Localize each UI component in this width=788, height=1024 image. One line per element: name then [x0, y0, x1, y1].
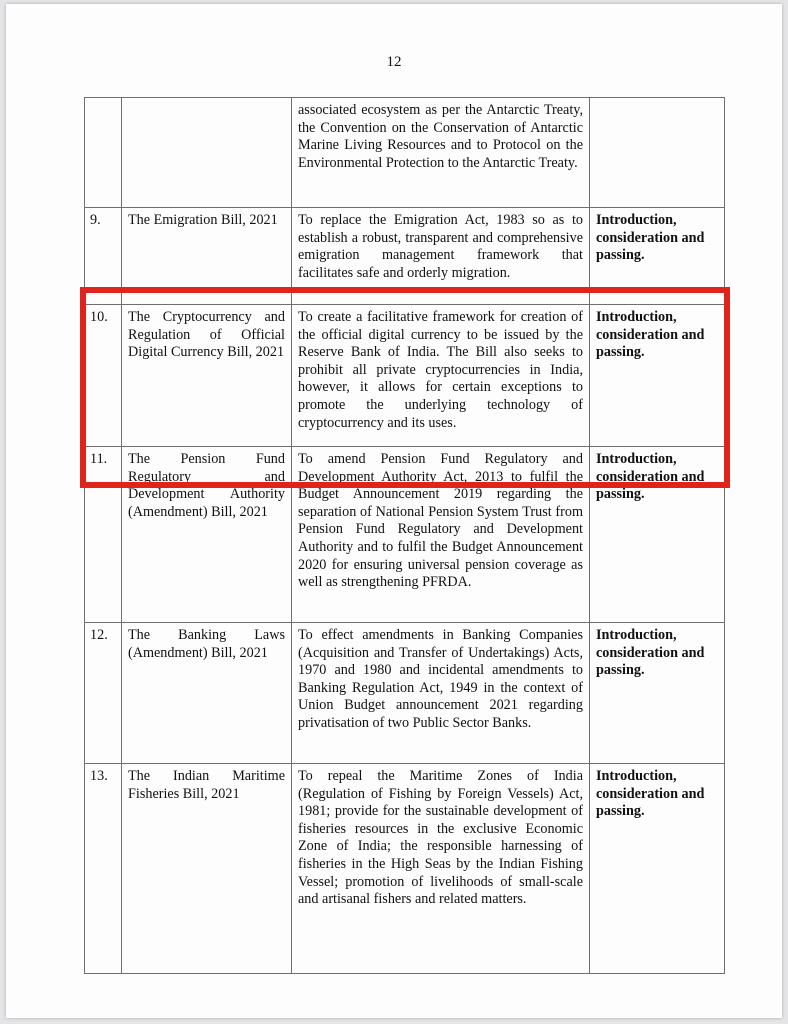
table-row	[85, 98, 725, 208]
bill-stage: Introduction, consideration and passing.	[590, 447, 725, 623]
bill-stage: Introduction, consideration and passing.	[590, 208, 725, 292]
table-row	[85, 292, 725, 305]
table-row	[85, 208, 725, 292]
bills-table	[84, 97, 725, 974]
row-number: 13.	[85, 764, 122, 974]
bill-title: The Emigration Bill, 2021	[122, 208, 292, 292]
row-number: 9.	[85, 208, 122, 292]
bill-purpose	[292, 208, 590, 292]
bill-stage: Introduction, consideration and passing.	[590, 623, 725, 764]
row-number	[85, 292, 122, 305]
bill-title: The Banking Laws (Amendment) Bill, 2021	[122, 623, 292, 764]
bill-stage	[590, 98, 725, 208]
table-row	[85, 447, 725, 623]
bill-title	[122, 292, 292, 305]
document-page	[6, 4, 782, 1018]
row-number	[85, 98, 122, 208]
table-row	[85, 623, 725, 764]
table-row	[85, 764, 725, 974]
bill-title: The Cryptocurrency and Regulation of Official Digital Currency Bill, 2021	[122, 305, 292, 447]
bill-purpose-text: To replace the Emigration Act, 1983 so as to establish a robust, transparent and comprehensive emigration management framework that facilitates safe and orderly migration.	[298, 212, 583, 281]
bill-purpose: To amend Pension Fund Regulatory and Development Authority Act, 2013 to fulfil the Budget Announcement 2019 regarding the separation of National Pension System Trust from Pension Fund Regulatory and Development Authority and to fulfil the Budget Announcement 2020 for ensuring universal pension coverage as well as strengthening PFRDA.	[292, 447, 590, 623]
bill-purpose: To create a facilitative framework for creation of the official digital currency to be issued by the Reserve Bank of India. The Bill also seeks to prohibit all private cryptocurrencies in India, however, it allows for certain exceptions to promote the underlying technology of cryptocurrency and its uses.	[292, 305, 590, 447]
bill-stage	[590, 292, 725, 305]
bill-stage: Introduction, consideration and passing.	[590, 305, 725, 447]
page-number: 12	[386, 54, 402, 70]
table-row	[85, 305, 725, 447]
bill-purpose: associated ecosystem as per the Antarctic Treaty, the Convention on the Conservation of Antarctic Marine Living Resources and to Protocol on the Environmental Protection to the Antarctic Treaty.	[292, 98, 590, 208]
bill-title	[122, 98, 292, 208]
row-number: 11.	[85, 447, 122, 623]
row-number: 12.	[85, 623, 122, 764]
bill-purpose: To repeal the Maritime Zones of India (Regulation of Fishing by Foreign Vessels) Act, 1981; provide for the sustainable development of fisheries resources in the exclusive Economic Zone of India; the responsible harnessing of fisheries in the High Seas by the Indian Fishing Vessel; promotion of livelihoods of small-scale and artisanal fishers and related matters.	[292, 764, 590, 974]
row-number: 10.	[85, 305, 122, 447]
bill-title: The Pension Fund Regulatory and Development Authority (Amendment) Bill, 2021	[122, 447, 292, 623]
bill-purpose	[292, 292, 590, 305]
bill-title: The Indian Maritime Fisheries Bill, 2021	[122, 764, 292, 974]
bill-stage: Introduction, consideration and passing.	[590, 764, 725, 974]
bill-purpose: To effect amendments in Banking Companies (Acquisition and Transfer of Undertakings) Acts, 1970 and 1980 and incidental amendments to Banking Regulation Act, 1949 in the context of Union Budget announcement 2021 regarding privatisation of two Public Sector Banks.	[292, 623, 590, 764]
